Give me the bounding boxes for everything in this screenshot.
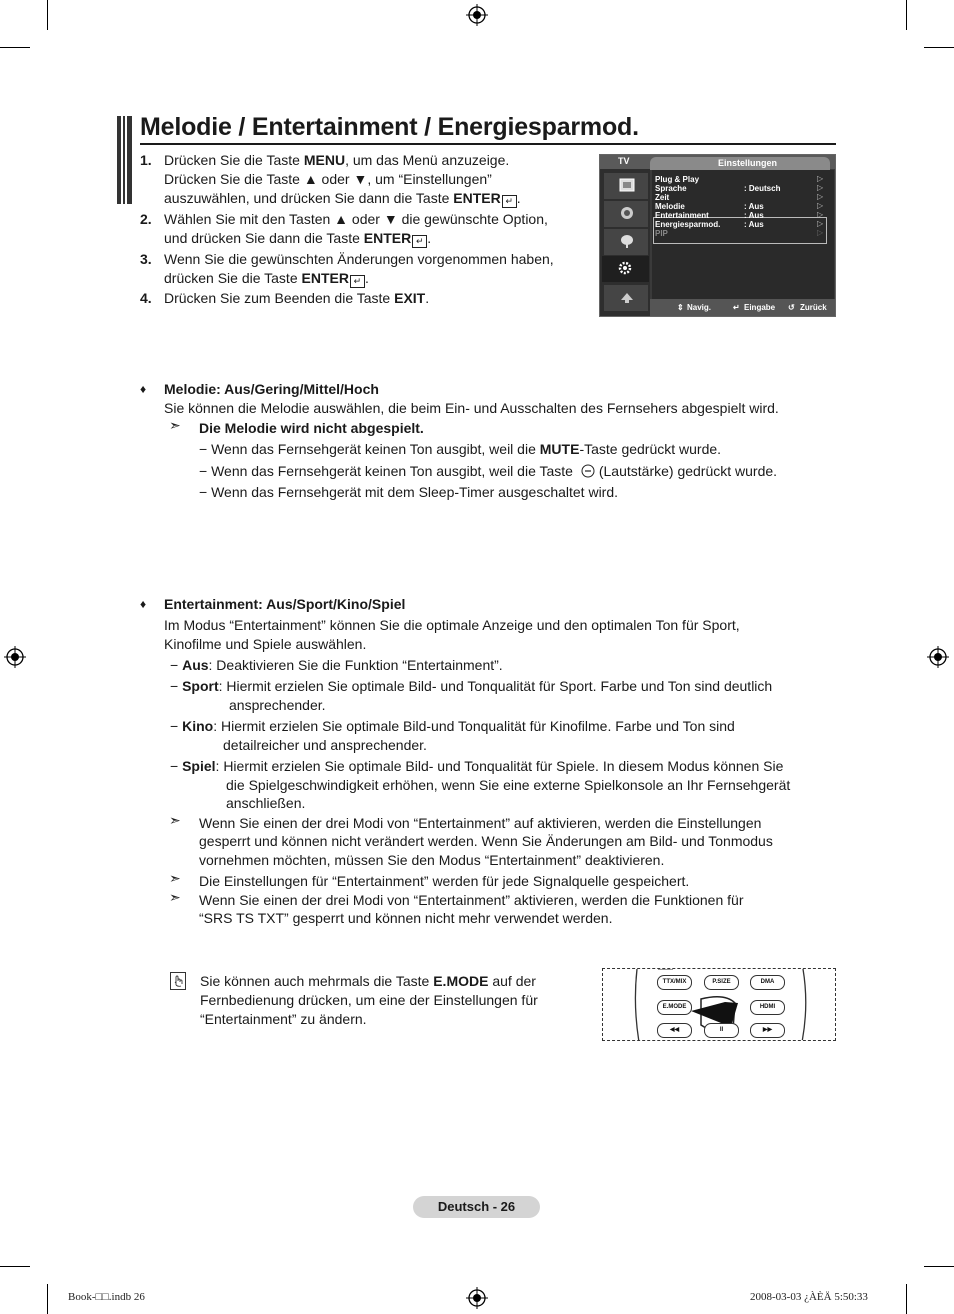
option-item-spiel-cont: anschließen. bbox=[226, 795, 306, 811]
tv-menu-value: : Aus bbox=[744, 211, 764, 220]
enter-icon: ↵ bbox=[412, 235, 427, 248]
registration-mark-icon bbox=[927, 646, 949, 668]
page-title: Melodie / Entertainment / Energiesparmod. bbox=[140, 113, 639, 141]
input-menu-icon bbox=[604, 285, 648, 311]
tv-menu-row: PIP bbox=[655, 229, 668, 238]
tv-footer-return-icon: ↺ bbox=[788, 303, 795, 312]
tv-menu-row: Entertainment bbox=[655, 211, 709, 220]
tv-menu-row: Zeit bbox=[655, 193, 670, 202]
step-text: Drücken Sie zum Beenden die Taste EXIT. bbox=[164, 290, 430, 306]
channel-menu-icon bbox=[604, 229, 648, 255]
tip-text: Sie können auch mehrmals die Taste E.MODE auf der bbox=[200, 973, 536, 989]
tv-menu-arrow-icon: ▷ bbox=[817, 174, 824, 183]
step-text: Wählen Sie mit den Tasten ▲ oder ▼ die gewünschte Option, und drücken Sie dann die Taste ENTER ↵ . bbox=[164, 211, 548, 246]
remote-illustration bbox=[602, 968, 836, 1041]
registration-mark-icon bbox=[466, 4, 488, 26]
tv-footer-nav: Navig. bbox=[687, 303, 712, 312]
title-decoration bbox=[117, 116, 133, 204]
option-item-spiel: − Spiel: Hiermit erzielen Sie optimale Bild- und Tonqualität für Spiele. In diesem Modus können Sie bbox=[170, 758, 784, 774]
tv-menu-row: Plug & Play bbox=[655, 175, 700, 184]
section-heading: Entertainment: Aus/Sport/Kino/Spiel bbox=[164, 596, 406, 612]
registration-mark-icon bbox=[4, 646, 26, 668]
tv-menu-arrow-icon: ▷ bbox=[817, 219, 824, 228]
crop-mark bbox=[924, 47, 954, 48]
step-number: 4. bbox=[140, 290, 152, 306]
picture-menu-icon bbox=[604, 173, 648, 199]
tv-menu-arrow-icon: ▷ bbox=[817, 183, 824, 192]
sound-menu-icon bbox=[604, 201, 648, 227]
option-item-sport: − Sport: Hiermit erzielen Sie optimale Bild- und Tonqualität für Sport. Farbe und Ton sind deutlich bbox=[170, 678, 773, 694]
hand-icon bbox=[170, 972, 186, 990]
note-item: − Wenn das Fernsehgerät keinen Ton ausgibt, weil die Taste (Lautstärke) gedrückt wurde. bbox=[199, 463, 778, 479]
note-arrow-icon: ➣ bbox=[169, 870, 181, 886]
note-arrow-icon: ➣ bbox=[169, 417, 181, 433]
step-number: 1. bbox=[140, 152, 152, 168]
tv-menu-arrow-icon: ▷ bbox=[817, 192, 824, 201]
option-item-spiel-cont: die Spielgeschwindigkeit erhöhen, wenn Sie eine externe Spielkonsole an Ihr Fernsehgerät bbox=[226, 777, 791, 793]
note-item: − Wenn das Fernsehgerät keinen Ton ausgibt, weil die MUTE-Taste gedrückt wurde. bbox=[199, 441, 722, 457]
note-text: vornehmen möchten, müssen Sie den Modus “Entertainment” deaktivieren. bbox=[199, 852, 665, 868]
option-item-kino: − Kino: Hiermit erzielen Sie optimale Bild-und Tonqualität für Kinofilme. Farbe und Ton sind bbox=[170, 718, 735, 734]
tip-text: Fernbedienung drücken, um eine der Einstellungen für bbox=[200, 992, 538, 1008]
step-text: Wenn Sie die gewünschten Änderungen vorgenommen haben, drücken Sie die Taste ENTER ↵ . bbox=[164, 251, 554, 286]
tv-menu-tab-label: Einstellungen bbox=[718, 158, 778, 168]
enter-icon: ↵ bbox=[502, 195, 517, 208]
tv-footer-enter: Eingabe bbox=[744, 303, 776, 312]
registration-mark-icon bbox=[466, 1287, 488, 1309]
section-description: Sie können die Melodie auswählen, die beim Ein- und Ausschalten des Fernsehers abgespielt wird. bbox=[164, 400, 779, 416]
tv-footer-nav-icon: ⇕ bbox=[677, 303, 684, 312]
note-text: Die Einstellungen für “Entertainment” werden für jede Signalquelle gespeichert. bbox=[199, 873, 690, 889]
tv-menu-row: Sprache bbox=[655, 184, 687, 193]
step-text: Drücken Sie die Taste MENU, um das Menü anzuzeige. Drücken Sie die Taste ▲ oder ▼, um “Einstellungen” auszuwählen, und drücken Sie dann die Taste ENTER ↵ . bbox=[164, 152, 521, 206]
page-number-badge: Deutsch - 26 bbox=[413, 1196, 540, 1218]
print-footer-timestamp: 2008-03-03 ¿ÀÈÄ 5:50:33 bbox=[750, 1291, 868, 1303]
tv-menu-arrow-icon: ▷ bbox=[817, 210, 824, 219]
note-heading: Die Melodie wird nicht abgespielt. bbox=[199, 420, 424, 436]
bullet-icon: ♦ bbox=[140, 597, 147, 611]
volume-minus-icon bbox=[581, 464, 595, 478]
crop-mark bbox=[906, 1284, 907, 1314]
crop-mark bbox=[47, 0, 48, 30]
tv-footer-return: Zurück bbox=[800, 303, 827, 312]
setup-menu-icon bbox=[602, 256, 649, 282]
remote-emode-button: E.MODE bbox=[657, 1000, 692, 1015]
step-number: 2. bbox=[140, 211, 152, 227]
tv-menu-arrow-icon: ▷ bbox=[817, 201, 824, 210]
note-text: Wenn Sie einen der drei Modi von “Entertainment” auf aktivieren, werden die Einstellungen bbox=[199, 815, 762, 831]
note-text: “SRS TS TXT” gesperrt und können nicht mehr verwendet werden. bbox=[199, 910, 613, 926]
tv-menu-panel bbox=[652, 170, 834, 302]
bullet-icon: ♦ bbox=[140, 382, 147, 396]
remote-dma-button: DMA bbox=[750, 975, 785, 990]
option-item-aus: − Aus: Deaktivieren Sie die Funktion “Entertainment”. bbox=[170, 657, 503, 673]
crop-mark bbox=[47, 1284, 48, 1314]
tv-menu-value: : Aus bbox=[744, 202, 764, 211]
tv-source-label: TV bbox=[618, 156, 630, 166]
note-item: − Wenn das Fernsehgerät mit dem Sleep-Timer ausgeschaltet wird. bbox=[199, 484, 619, 500]
remote-forward-button: ▶▶ bbox=[750, 1023, 785, 1038]
tv-menu-row: Energiesparmod. bbox=[655, 220, 721, 229]
crop-mark bbox=[0, 1266, 30, 1267]
section-description: Kinofilme und Spiele auswählen. bbox=[164, 636, 367, 652]
tv-menu-row: Melodie bbox=[655, 202, 685, 211]
remote-pause-button: II bbox=[704, 1023, 739, 1038]
enter-icon: ↵ bbox=[350, 275, 365, 288]
crop-mark bbox=[906, 0, 907, 30]
remote-rewind-button: ◀◀ bbox=[657, 1023, 692, 1038]
remote-psize-button: P.SIZE bbox=[704, 975, 739, 990]
option-item-sport-cont: ansprechender. bbox=[229, 697, 326, 713]
remote-ttx-button: TTX/MIX bbox=[657, 975, 692, 990]
note-arrow-icon: ➣ bbox=[169, 812, 181, 828]
tv-menu-arrow-icon: ▷ bbox=[817, 228, 824, 237]
note-text: gesperrt und können nicht verändert werden. Wenn Sie Änderungen am Bild- und Tonmodus bbox=[199, 833, 773, 849]
tip-text: “Entertainment” zu ändern. bbox=[200, 1011, 367, 1027]
tv-menu-footer bbox=[650, 299, 836, 317]
tv-menu-screenshot bbox=[599, 154, 836, 317]
remote-hdmi-button: HDMI bbox=[750, 1000, 785, 1015]
option-item-kino-cont: detailreicher und ansprechender. bbox=[223, 737, 427, 753]
step-number: 3. bbox=[140, 251, 152, 267]
title-rule bbox=[140, 143, 836, 145]
note-arrow-icon: ➣ bbox=[169, 889, 181, 905]
section-description: Im Modus “Entertainment” können Sie die optimale Anzeige und den optimalen Ton für Sport, bbox=[164, 617, 740, 633]
print-footer-file: Book-□□.indb 26 bbox=[68, 1291, 145, 1303]
tv-menu-value: : Aus bbox=[744, 220, 764, 229]
tv-menu-sidebar bbox=[600, 169, 650, 317]
crop-mark bbox=[0, 47, 30, 48]
section-heading: Melodie: Aus/Gering/Mittel/Hoch bbox=[164, 381, 379, 397]
note-text: Wenn Sie einen der drei Modi von “Entertainment” aktivieren, werden die Funktionen für bbox=[199, 892, 744, 908]
tv-menu-value: : Deutsch bbox=[744, 184, 781, 193]
crop-mark bbox=[924, 1266, 954, 1267]
tv-footer-enter-icon: ↵ bbox=[733, 303, 740, 312]
